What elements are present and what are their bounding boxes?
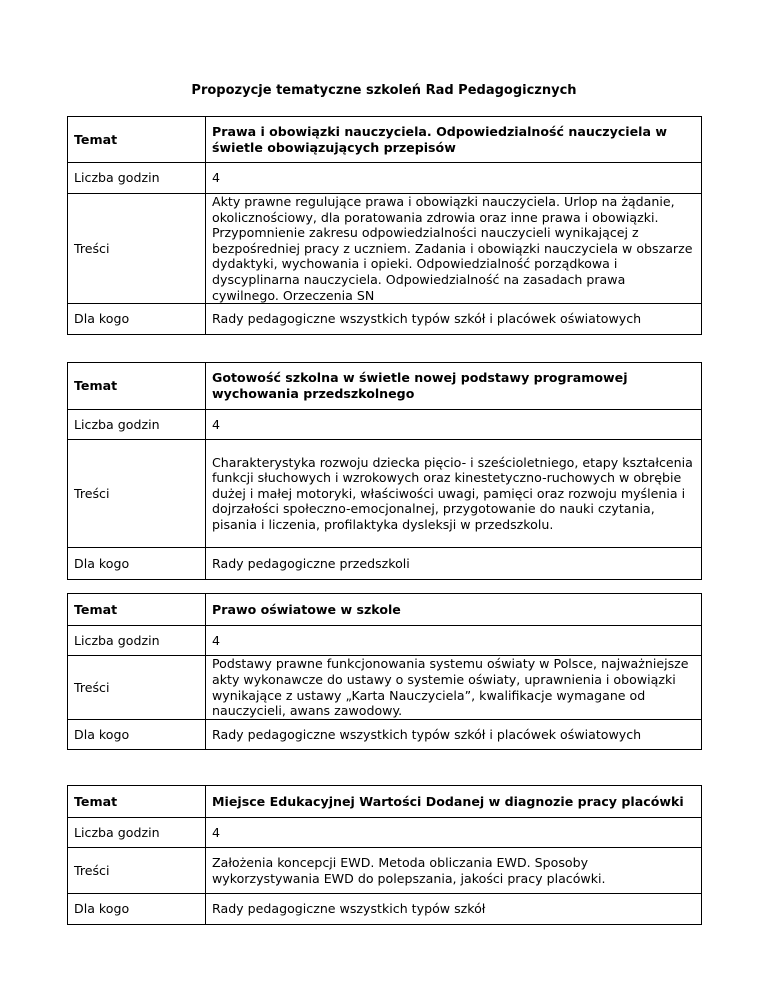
content-label: Treści: [68, 848, 206, 894]
audience-value: Rady pedagogiczne wszystkich typów szkół: [206, 894, 702, 925]
content-row: [68, 848, 702, 894]
topic-label: Temat: [68, 786, 206, 818]
hours-row: [68, 818, 702, 848]
course-table-3: [67, 593, 702, 750]
content-label: Treści: [68, 440, 206, 548]
audience-value: Rady pedagogiczne wszystkich typów szkół i placówek oświatowych: [206, 304, 702, 335]
topic-value: Prawa i obowiązki nauczyciela. Odpowiedzialność nauczyciela w świetle obowiązujących przepisów: [206, 117, 702, 163]
topic-row: [68, 786, 702, 818]
audience-row: [68, 548, 702, 580]
audience-label: Dla kogo: [68, 720, 206, 750]
topic-row: [68, 363, 702, 410]
content-value: Podstawy prawne funkcjonowania systemu oświaty w Polsce, najważniejsze akty wykonawcze do ustawy o systemie oświaty, uprawnienia i obowiązki wynikające z ustawy „Karta Nauczyciela”, kwalifikacje wymagane od nauczycieli, awans zawodowy.: [206, 656, 702, 720]
hours-value: 4: [206, 163, 702, 194]
hours-row: [68, 163, 702, 194]
topic-label: Temat: [68, 117, 206, 163]
topic-row: [68, 117, 702, 163]
hours-value: 4: [206, 626, 702, 656]
hours-row: [68, 410, 702, 440]
content-row: [68, 194, 702, 304]
page-title: Propozycje tematyczne szkoleń Rad Pedagogicznych: [191, 83, 577, 98]
content-label: Treści: [68, 656, 206, 720]
audience-value: Rady pedagogiczne przedszkoli: [206, 548, 702, 580]
hours-label: Liczba godzin: [68, 410, 206, 440]
audience-label: Dla kogo: [68, 304, 206, 335]
audience-value: Rady pedagogiczne wszystkich typów szkół i placówek oświatowych: [206, 720, 702, 750]
course-table-2: [67, 362, 702, 580]
topic-value: Prawo oświatowe w szkole: [206, 594, 702, 626]
audience-row: [68, 720, 702, 750]
topic-value: Gotowość szkolna w świetle nowej podstawy programowej wychowania przedszkolnego: [206, 363, 702, 410]
topic-label: Temat: [68, 594, 206, 626]
audience-row: [68, 894, 702, 925]
content-row: [68, 440, 702, 548]
topic-label: Temat: [68, 363, 206, 410]
topic-row: [68, 594, 702, 626]
hours-value: 4: [206, 818, 702, 848]
topic-value: Miejsce Edukacyjnej Wartości Dodanej w diagnozie pracy placówki: [206, 786, 702, 818]
content-value: Akty prawne regulujące prawa i obowiązki nauczyciela. Urlop na żądanie, okolicznościowy, dla poratowania zdrowia oraz inne prawa i obowiązki. Przypomnienie zakresu odpowiedzialności nauczycieli wynikającej z bezpośredniej pracy z uczniem. Zadania i obowiązki nauczyciela w obszarze dydaktyki, wychowania i opieki. Odpowiedzialność porządkowa i dyscyplinarna nauczyciela. Odpowiedzialność na zasadach prawa cywilnego. Orzeczenia SN: [206, 194, 702, 304]
content-value: Założenia koncepcji EWD. Metoda obliczania EWD. Sposoby wykorzystywania EWD do polepszania, jakości pracy placówki.: [206, 848, 702, 894]
course-table-4: [67, 785, 702, 925]
course-table-1: [67, 116, 702, 335]
content-value: Charakterystyka rozwoju dziecka pięcio- i sześcioletniego, etapy kształcenia funkcji słuchowych i wzrokowych oraz kinestetyczno-ruchowych w obrębie dużej i małej motoryki, właściwości uwagi, pamięci oraz rozwoju myślenia i dojrzałości społeczno-emocjonalnej, przygotowanie do nauki czytania, pisania i liczenia, profilaktyka dysleksji w przedszkolu.: [206, 440, 702, 548]
hours-label: Liczba godzin: [68, 818, 206, 848]
content-label: Treści: [68, 194, 206, 304]
content-row: [68, 656, 702, 720]
hours-label: Liczba godzin: [68, 163, 206, 194]
hours-row: [68, 626, 702, 656]
hours-label: Liczba godzin: [68, 626, 206, 656]
audience-label: Dla kogo: [68, 548, 206, 580]
audience-label: Dla kogo: [68, 894, 206, 925]
audience-row: [68, 304, 702, 335]
hours-value: 4: [206, 410, 702, 440]
